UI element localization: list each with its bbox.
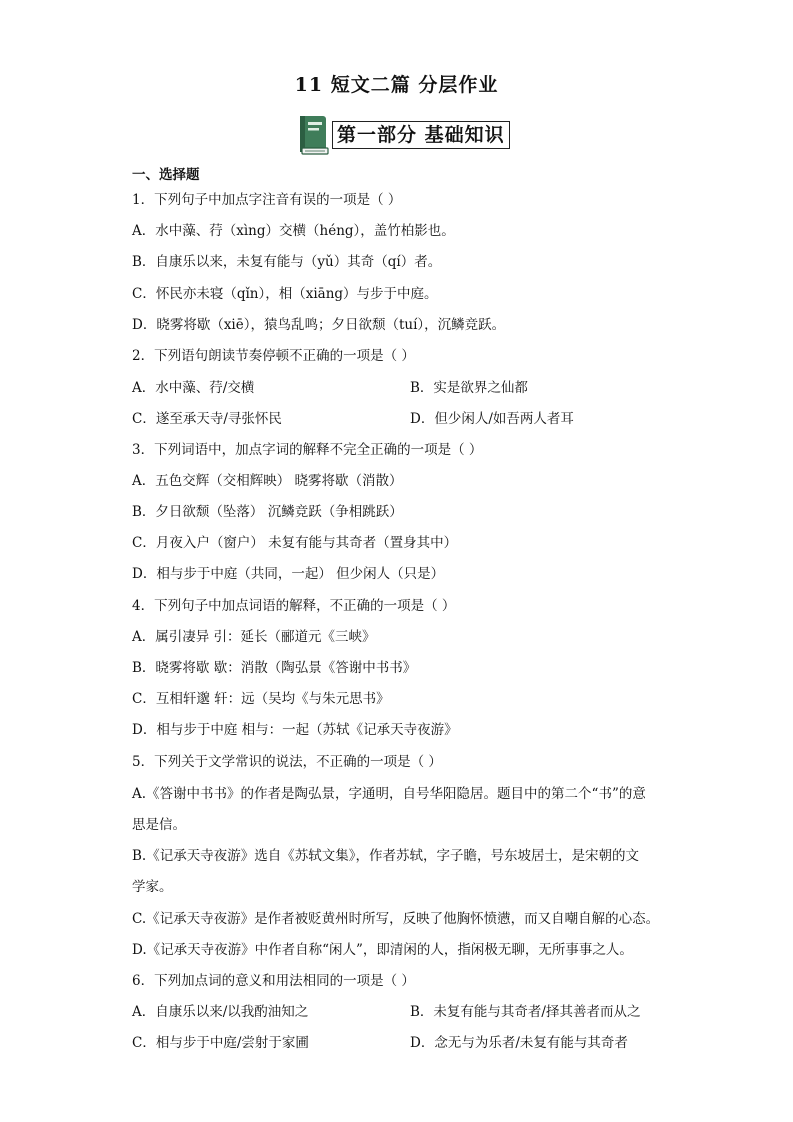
question-4-option-d: D．相与步于中庭 相与：一起（苏轼《记承天寺夜游》 [132, 722, 458, 738]
question-2-option-c: C．遂至承天寺/寻张怀民 [132, 411, 282, 427]
question-6-option-a: A．自康乐以来/以我酌油知之 [132, 1004, 309, 1020]
question-1-stem: 1．下列句子中加点字注音有误的一项是（ ） [132, 192, 402, 208]
question-2-stem: 2．下列语句朗读节奏停顿不正确的一项是（ ） [132, 348, 415, 364]
question-6-option-b: B．未复有能与其奇者/择其善者而从之 [410, 1004, 641, 1020]
question-2-option-d: D．但少闲人/如吾两人者耳 [410, 411, 574, 427]
question-5-option-b-line2: 学家。 [132, 879, 173, 895]
question-4-option-a: A．属引凄异 引：延长（郦道元《三峡》 [132, 629, 376, 645]
book-icon [296, 114, 330, 156]
part-banner [296, 114, 510, 156]
question-5-option-a-line2: 思是信。 [132, 817, 186, 833]
section-heading: 一、选择题 [132, 167, 200, 183]
question-1-option-d: D．晓雾将歇（xiē），猿鸟乱鸣；夕日欲颓（tuí），沉鳞竞跃。 [132, 317, 506, 333]
question-4-option-c: C．互相轩邈 轩：远（吴均《与朱元思书》 [132, 691, 390, 707]
question-3-option-a: A．五色交辉（交相辉映） 晓雾将歇（消散） [132, 473, 403, 489]
question-3-stem: 3．下列词语中，加点字词的解释不完全正确的一项是（ ） [132, 442, 483, 458]
page-title: 11 短文二篇 分层作业 [294, 74, 499, 96]
question-1-option-b: B．自康乐以来，未复有能与（yǔ）其奇（qí）者。 [132, 254, 442, 270]
part-label: 第一部分 基础知识 [332, 121, 510, 149]
question-4-option-b: B．晓雾将歇 歇：消散（陶弘景《答谢中书书》 [132, 660, 417, 676]
question-5-stem: 5．下列关于文学常识的说法，不正确的一项是（ ） [132, 754, 442, 770]
question-2-option-b: B．实是欲界之仙都 [410, 380, 528, 396]
question-3-option-b: B．夕日欲颓（坠落） 沉鳞竞跃（争相跳跃） [132, 504, 403, 520]
question-2-option-a: A．水中藻、荇/交横 [132, 380, 255, 396]
question-1-option-a: A．水中藻、荇（xìng）交横（héng），盖竹柏影也。 [132, 223, 455, 239]
question-6-stem: 6．下列加点词的意义和用法相同的一项是（ ） [132, 973, 415, 989]
question-5-option-b-line1: B.《记承天寺夜游》选自《苏轼文集》，作者苏轼，字子瞻，号东坡居士，是宋朝的文 [132, 848, 639, 864]
question-6-option-c: C．相与步于中庭/尝射于家圃 [132, 1035, 309, 1051]
question-5-option-a-line1: A.《答谢中书书》的作者是陶弘景，字通明，自号华阳隐居。题目中的第二个“书”的意 [132, 786, 646, 802]
question-1-option-c: C．怀民亦未寝（qǐn），相（xiāng）与步于中庭。 [132, 286, 438, 302]
question-5-option-d: D.《记承天寺夜游》中作者自称“闲人”，即清闲的人，指闲极无聊，无所事事之人。 [132, 942, 633, 958]
question-6-option-d: D．念无与为乐者/未复有能与其奇者 [410, 1035, 628, 1051]
question-3-option-d: D．相与步于中庭（共同，一起） 但少闲人（只是） [132, 566, 445, 582]
question-5-option-c: C.《记承天寺夜游》是作者被贬黄州时所写，反映了他胸怀愤懑，而又自嘲自解的心态。 [132, 911, 660, 927]
question-4-stem: 4．下列句子中加点词语的解释，不正确的一项是（ ） [132, 598, 456, 614]
question-3-option-c: C．月夜入户（窗户） 未复有能与其奇者（置身其中） [132, 535, 458, 551]
